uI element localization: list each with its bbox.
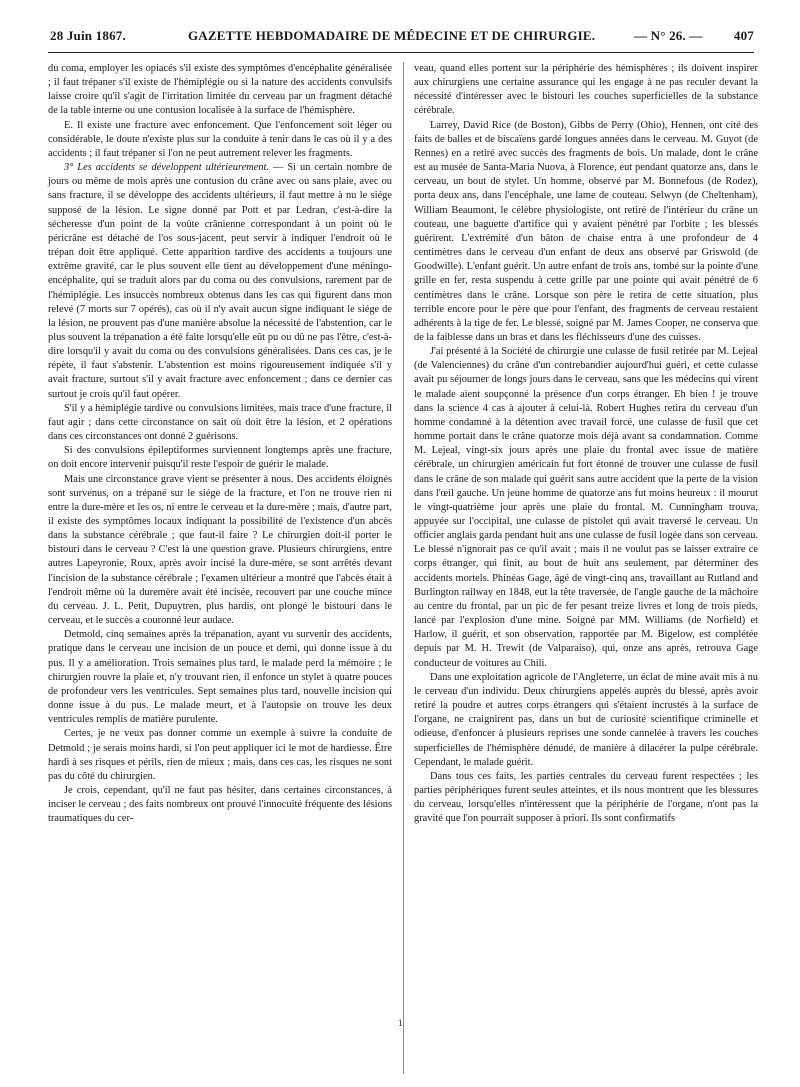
paragraph-text: veau, quand elles portent sur la périphérie des hémisphères ; ils doivent inspirer aux chirurgiens une certaine assurance qui les engage à ne pas reculer devant la nécessité d'intéresser avec le bistouri les couches superficielles de la substance cérébrale. [414, 63, 758, 117]
header-rule [48, 52, 754, 53]
paragraph [48, 444, 392, 472]
paragraph [414, 345, 758, 671]
paragraph [48, 727, 392, 784]
paragraph [48, 473, 392, 629]
page-number: 407 [733, 28, 754, 43]
right-column [414, 62, 758, 826]
paragraph [48, 402, 392, 444]
paragraph-text: Si des convulsions épileptiformes surviennent longtemps après une fracture, on doit encore intervenir puisqu'il reste l'espoir de guérir le malade. [48, 445, 392, 471]
issue-number: — N° 26. — [634, 28, 703, 43]
paragraph-text: Certes, je ne veux pas donner comme un exemple à suivre la conduite de Detmold ; je serais moins hardi, si l'on peut appliquer ici le mot de hardiesse. Être hardi à ses risques et périls, rien de mieux ; mais, dans ces cas, les risques ne sont pas du côté du chirurgien. [48, 728, 392, 782]
paragraph [414, 62, 758, 119]
paragraph-text: Dans une exploitation agricole de l'Angleterre, un éclat de mine avait mis à nu le cerveau d'un individu. Deux chirurgiens appelés auprès du blessé, après avoir retiré la poudre et autres corps étrangers qui s'étaient incrustés à la surface de l'organe, ne craignirent pas, dans un but de curiosité scientifique criminelle et odieuse, d'enfoncer à plusieurs reprises une sonde cannelée à travers les couches superficielles de l'hémisphère dénudé, de manière à dilacérer la pulpe cérébrale. Cependant, le malade guérit. [414, 671, 758, 768]
paragraph [48, 62, 392, 119]
section-lead: 3° Les accidents se développent ultérieurement. [64, 162, 270, 174]
paragraph [414, 770, 758, 827]
paragraph-text: Detmold, cinq semaines après la trépanation, ayant vu survenir des accidents, pratique dans le cerveau une incision de un pouce et demi, qui donne issue à du pus. Il y a amélioration. Trois semaines plus tard, le malade perd la mémoire ; le chirurgien rouvre la plaie et, n'y trouvant rien, il enfonce un stylet à quatre pouces de profondeur vers les ventricules. Sept semaines plus tard, nouvelle incision qui donne issue à du pus. Le malade meurt, et à l'autopsie on trouve les deux ventricules remplis de matière purulente. [48, 629, 392, 726]
paragraph-text: Larrey, David Rice (de Boston), Gibbs de Perry (Ohio), Hennen, ont cité des faits de balles et de biscaïens gardé longues années dans le cerveau. M. Guyot (de Rennes) en a retiré avec succès des fragments de bois. Un malade, dont le crâne est au musée de Santa-Maria Nuova, à Florence, eut pendant quatorze ans, dans le cerveau, un bout de stylet. Un homme, observé par M. Bonnefous (de Rodez), porta deux ans, dans l'encéphale, une lame de couteau. Selwyn (de Cheltenham), William Beaumont, le célèbre physiologiste, ont retiré de l'intérieur du crâne un couteau, une baguette d'artifice qui y avaient pénétré par l'orbite ; les blessés guérirent. L'extrémité d'un bâton de chaise entra à une profondeur de 4 centimètres dans le cerveau d'un enfant de deux ans observé par Griswold (de Goodwille). L'enfant guérit. Un autre enfant de trois ans, tombé sur la pointe d'une grille en fer, resta suspendu à cette grille par une pointe qui avait pénétré de 6 centimètres dans le crâne. Lorsque son père le retira de cette situation, plus terrible encore pour le père que pour l'enfant, des fragments de cerveau restaient adhérents à la tige de fer. Le blessé, soigné par M. James Cooper, ne conserva que de la faiblesse dans un bras et dans les fléchisseurs d'une des cuisses. [414, 119, 758, 343]
column-divider [403, 62, 404, 1074]
left-column [48, 62, 392, 826]
paragraph [48, 784, 392, 826]
issue-date: 28 Juin 1867. [50, 28, 126, 43]
paragraph [48, 628, 392, 727]
paragraph-text: E. Il existe une fracture avec enfoncement. Que l'enfoncement soit léger ou considérable, le doute n'existe plus sur la conduite à tenir dans le cas où il y a des accidents ; il faut trépaner si l'on ne peut autrement relever les fragments. [48, 119, 392, 159]
paragraph [48, 161, 392, 402]
paragraph-text: — Si un certain nombre de jours ou même de mois après une contusion du crâne avec ou sans plaie, avec ou sans fracture, il se développe des accidents ultérieurs, il faut mettre à nu le siége supposé de la lésion. Le signe donné par Pott et par Ledran, c'est-à-dire la sécheresse d'un point de la voûte crânienne correspondant à un point où le péricrâne est détaché de l'os sous-jacent, peut servir à indiquer l'endroit où le trépan doit être appliqué. Cette apparition tardive des accidents a toujours une extrême gravité, car le plus souvent elle tient au développement d'une méningo-encéphalite, qui se traduit alors par du coma ou des convulsions, rarement par de l'hémiplégie. Les insuccès nombreux obtenus dans les cas qui figurent dans mon relevé (7 morts sur 7 opérés), cas où il n'y avait aucun signe indiquant le siége de la lésion, ne prouvent pas d'une manière absolue la nécessité de l'abstention, car le plus souvent la trépanation a été faite lorsqu'elle eût pu ou dû ne pas l'être, c'est-à-dire lorsqu'il y avait du coma ou des convulsions généralisées. Dans ces cas, je le répète, il faut s'abstenir. L'abstention est moins rigoureusement indiquée s'il y avait fracture, surtout s'il y avait fracture avec enfoncement ; dans ce dernier cas surtout je crois qu'il faut opérer. [48, 162, 392, 400]
gutter-mark: 1 [398, 1018, 403, 1028]
paragraph-text: S'il y a hémiplégie tardive ou convulsions limitées, mais trace d'une fracture, il faut agir ; dans cette circonstance on sait où doit être la lésion, et 2 opérations dans ces circonstances ont donné 2 guérisons. [48, 402, 392, 443]
paragraph-text: du coma, employer les opiacés s'il existe des symptômes d'encéphalite généralisée ; il faut trépaner s'il existe de l'hémiplégie ou si la nature des accidents convulsifs laisse croire qu'il s'agit de l'irritation limitée du cerveau par un fragment détaché de la table interne ou une contusion localisée à la surface de l'hémisphère. [48, 63, 392, 117]
paragraph-text: Dans tous ces faits, les parties centrales du cerveau furent respectées ; les parties périphériques furent seules atteintes, et ils nous montrent que les blessures du cerveau, lorsqu'elles n'intéressent que la périphérie de l'organe, n'ont pas la gravité que l'on pourrait supposer à priori. Ils sont confirmatifs [414, 770, 758, 825]
paragraph [48, 119, 392, 161]
paragraph-text: Je crois, cependant, qu'il ne faut pas hésiter, dans certaines circonstances, à inciser le cerveau ; des faits nombreux ont prouvé l'innocuité fréquente des lésions traumatiques du cer- [48, 784, 392, 825]
paragraph-text: Mais une circonstance grave vient se présenter à nous. Des accidents éloignés sont survenus, on a trépané sur le siége de la fracture, et l'on ne trouve rien ni entre la dure-mère et les os, ni entre le cerveau et la dure-mère ; mais, d'autre part, il existe des symptômes locaux indiquant la possibilité de l'existence d'un abcès dans la substance cérébrale ; que faut-il faire ? Le chirurgien doit-il porter le bistouri dans le cerveau ? C'est là une question grave. Plusieurs chirurgiens, entre autres Lapeyronie, Roux, après avoir incisé la dure-mère, se sont arrêtés devant l'incision de la substance cérébrale ; l'examen ultérieur a montré que l'abcès était à l'endroit même où la duremère avait été incisée, recouvert par une couche mince du cerveau. J. L. Petit, Dupuytren, plus hardis, ont plongé le bistouri dans le cerveau, et le succès a couronné leur audace. [48, 473, 392, 627]
page-header [48, 22, 754, 50]
paragraph [414, 119, 758, 346]
paragraph-text: J'ai présenté à la Société de chirurgie une culasse de fusil retirée par M. Lejeal (de Valenciennes) du crâne d'un contrebandier aujourd'hui guéri, et cette culasse avait pu séjourner de longs jours dans le cerveau, sans que les médecins qui virent le malade aient soupçonné la présence d'un corps étranger. Eh bien ! je trouve dans la science 4 cas à ajouter à celui-là. Robert Hughes retira du cerveau d'un homme condamné à la détention avec travail forcé, une culasse de fusil que cet homme portait dans le crâne quatorze mois déjà avant sa condamnation. Comme M. Lejeal, vingt-six jours après une plaie du frontal avec issue de matière cérébrale, un chirurgien américain fut fort étonné de trouver une culasse de fusil dans le crâne de son malade qui guérit sans autre accident que la perte de la vision dans l'œil gauche. Un jeune homme de quatorze ans fut moins heureux : il mourut le vingt-quatrième jour après une plaie du frontal. M. Cunningham trouva, appuyée sur l'occipital, une culasse de pistolet qui avait traversé le cerveau. Un officier anglais garda pendant huit ans une culasse de fusil logée dans son cerveau. Le blessé n'ignorait pas ce qu'il avait ; mais il ne voulut pas se laisser extraire ce corps étranger, qui finit, au bout de huit ans seulement, par déterminer des accidents mortels. Phinéas Gage, âgé de vingt-cinq ans, travaillant au Rutland and Burlington railway en 1848, eut la tête traversée, de l'angle gauche de la mâchoire au centre du frontal, par un pic de fer pesant treize livres et long de trois pieds, lancé par l'explosion d'une mine. Soigné par MM. Williams (de Norfield) et Harlow, il guérit, et son observation, rapportée par M. Bigelow, est complétée depuis par M. H. Trewit (de Valparaiso), qui, onze ans après, retrouva Gage conducteur de voitures au Chili. [414, 346, 758, 669]
paragraph [414, 671, 758, 770]
journal-title: GAZETTE HEBDOMADAIRE DE MÉDECINE ET DE CHIRURGIE. [188, 28, 596, 43]
